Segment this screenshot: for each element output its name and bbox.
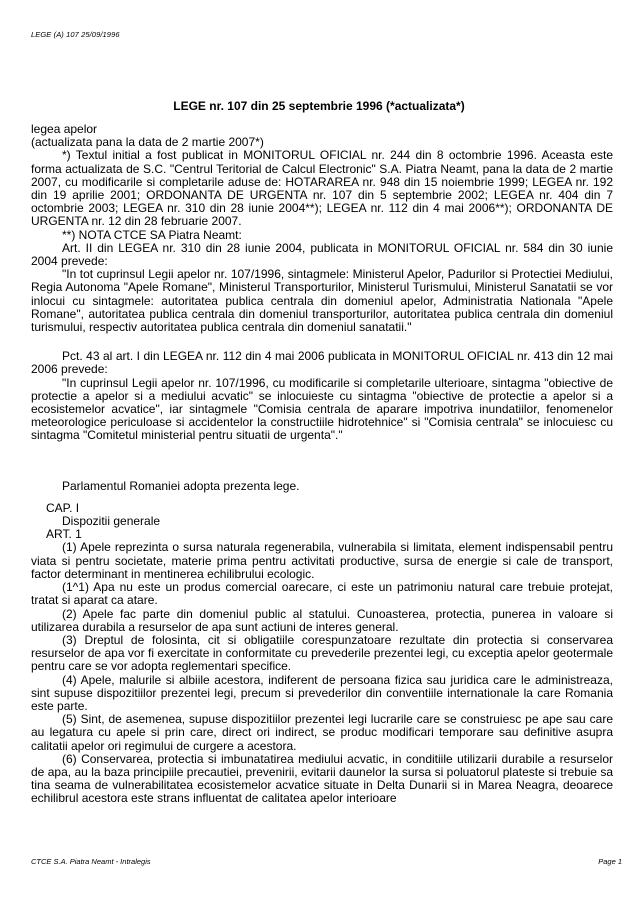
page-header: LEGE (A) 107 25/09/1996 — [31, 30, 120, 39]
paragraph-art-ii: Art. II din LEGEA nr. 310 din 28 iunie 2004, publicata in MONITORUL OFICIAL nr. 584 din 30 iunie 2004 prevede: — [31, 240, 613, 269]
article-paragraph-1: (1) Apele reprezinta o sursa naturala regenerabila, vulnerabila si limitata, element indispensabil pentru viata si pentru societate, materie prima pentru activitati productive, sursa de energie si cale de transport, factor determinant in mentinerea echilibrului ecologic. — [31, 540, 613, 581]
article-paragraph-6: (6) Conservarea, protectia si imbunatatirea mediului acvatic, in conditiile utilizarii durabile a resurselor de apa, au la baza principiile precautiei, prevenirii, evitarii daunelor la sursa si poluatorul plateste si trebuie sa tina seama de vulnerabilitatea ecosistemelor acvatice situate in Delta Dunarii si in Marea Neagra, deoarece echilibrul acestora este strans influentat de calitatea apelor interioare — [31, 751, 613, 806]
paragraph-enactment: Parlamentul Romaniei adopta prezenta lege. — [62, 478, 300, 493]
chapter-title: Dispozitii generale — [62, 514, 161, 529]
article-paragraph-3: (3) Dreptul de folosinta, cit si obligatiile corespunzatoare rezultate din protectia si conservarea resurselor de apa vor fi exercitate in conformitate cu prevederile prezentei legi, cu exceptia apelor geotermale pentru care se vor adopta reglementari specifice. — [31, 632, 613, 674]
paragraph-pct-43: Pct. 43 al art. I din LEGEA nr. 112 din 4 mai 2006 publicata in MONITORUL OFICIAL nr. 413 din 12 mai 2006 prevede: — [31, 349, 613, 377]
paragraph-footnote-initial-text: *) Textul initial a fost publicat in MONITORUL OFICIAL nr. 244 din 8 octombrie 1996. Aceasta este forma actualizata de S.C. "Centrul Teritorial de Calcul Electronic" S.A. Piatra Neamt, pana la data de 2 martie 2007, cu modificarile si completarile aduse de: HOTARAREA nr. 948 din 15 noiembrie 1999; LEGEA nr. 192 din 19 aprilie 2001; ORDONANTA DE URGENTA nr. 107 din 5 septembrie 2002; LEGEA nr. 404 din 7 octombrie 2003; LEGEA nr. 310 din 28 iunie 2004**); LEGEA nr. 112 din 4 mai 2006**); ORDONANTA DE URGENTA nr. 12 din 28 februarie 2007. — [31, 148, 613, 229]
paragraph-subtitle: legea apelor — [31, 122, 98, 136]
paragraph-update-note: (actualizata pana la data de 2 martie 2007*) — [31, 135, 264, 150]
article-paragraph-5: (5) Sint, de asemenea, supuse dispozitiilor prezentei legi lucrarile care se construiesc pe ape sau care au legatura cu apele si prin care, direct ori indirect, se produc modificari temporare sau definitive asupra calitatii apelor ori regimului de curgere a acestora. — [31, 712, 613, 753]
article-heading: ART. 1 — [46, 527, 82, 542]
article-paragraph-1-1: (1^1) Apa nu este un produs comercial oarecare, ci este un patrimoniu natural care trebuie protejat, tratat si aparat ca atare. — [31, 580, 613, 608]
paragraph-pct-43-quote: "In cuprinsul Legii apelor nr. 107/1996, cu modificarile si completarile ulterioare, sintagma "obiective de protectie a apelor si a mediului acvatic" se inlocuieste cu sintagma "obiective de protectie a apelor si a ecosistemelor acvatice", iar sintagmele "Comisia centrala de aparare impotriva inundatiilor, fenomenelor meteorologice periculoase si accidentelor la constructiile hidrotehnice" si "Comisia centrala" se inlocuiesc cu sintagma "Comitetul ministerial pentru situatii de urgenta"." — [31, 375, 613, 443]
article-paragraph-2: (2) Apele fac parte din domeniul public al statului. Cunoasterea, protectia, punerea in valoare si utilizarea durabila a resurselor de apa sunt actiuni de interes general. — [31, 606, 613, 634]
paragraph-art-ii-quote: "In tot cuprinsul Legii apelor nr. 107/1996, sintagmele: Ministerul Apelor, Padurilor si Protectiei Mediului, Regia Autonoma "Apele Romane", Ministerul Transporturilor, Ministerul Turismului, Ministerul Sanatatii se vor inlocui cu sintagmele: autoritatea publica centrala din domeniul apelor, Administratia Nationala "Apele Romane", autoritatea publica centrala din domeniul transporturilor, autoritatea publica centrala din domeniul turismului, respectiv autoritatea publica centrala din domeniul sanatatii." — [31, 267, 613, 335]
footer-page-number: Page 1 — [598, 857, 622, 866]
footer-source: CTCE S.A. Piatra Neamt - Intralegis — [31, 857, 151, 866]
paragraph-nota-heading: **) NOTA CTCE SA Piatra Neamt: — [62, 227, 242, 242]
document-title: LEGE nr. 107 din 25 septembrie 1996 (*actualizata*) — [173, 99, 465, 113]
chapter-heading: CAP. I — [46, 500, 80, 515]
document-body — [31, 123, 613, 806]
article-paragraph-4: (4) Apele, malurile si albiile acestora, indiferent de persoana fizica sau juridica care le administreaza, sint supuse dispozitiilor prezentei legi, precum si prevederilor din conventiile internationale la care Romania este parte. — [31, 672, 613, 713]
